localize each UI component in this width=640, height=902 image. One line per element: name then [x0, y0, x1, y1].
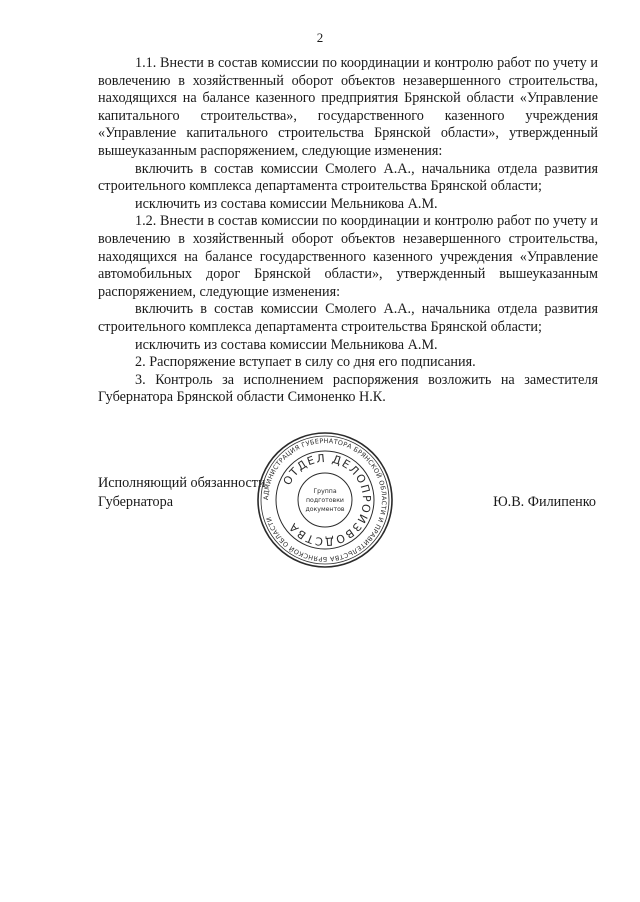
- stamp-center-line3: документов: [305, 506, 345, 513]
- page-number: 2: [316, 30, 324, 45]
- paragraph: 2. Распоряжение вступает в силу со дня его подписания.: [135, 354, 476, 371]
- official-stamp: [255, 430, 395, 570]
- signatory-role-line1: Исполняющий обязанности: [98, 475, 266, 491]
- paragraph: 1.2. Внести в состав комиссии по координации и контролю работ по учету и вовлечению в хозяйственный оборот объектов незавершенного строительства, находящихся на балансе государственного казенного учреждения «Управление автомобильных дорог Брянской области», утвержденный вышеуказанным распоряжением, следующие изменения:: [98, 213, 598, 300]
- stamp-seal-icon: [255, 430, 395, 570]
- signatory-role-line2: Губернатора: [98, 494, 174, 510]
- stamp-inner-text: ОТДЕЛ ДЕЛОПРОИЗВОДСТВА: [280, 451, 374, 549]
- signatory-name: Ю.В. Филипенко: [493, 494, 596, 510]
- signatory-role: [98, 474, 266, 512]
- stamp-center-line2: подготовки: [306, 497, 344, 504]
- paragraph: 1.1. Внести в состав комиссии по координации и контролю работ по учету и вовлечению в хозяйственный оборот объектов незавершенного строительства, находящихся на балансе казенного предприятия Брянской области «Управление капитального строительства», государственного казенного учреждения «Управление капитального строительства Брянской области», утвержденный вышеуказанным распоряжением, следующие изменения:: [98, 55, 598, 159]
- paragraph: исключить из состава комиссии Мельникова А.М.: [135, 195, 438, 212]
- document-body: [98, 55, 598, 407]
- paragraph: включить в состав комиссии Смолего А.А., начальника отдела развития строительного комплекса департамента строительства Брянской области;: [98, 301, 598, 335]
- stamp-outer-text: АДМИНИСТРАЦИЯ ГУБЕРНАТОРА БРЯНСКОЙ ОБЛАСТИ И ПРАВИТЕЛЬСТВА БРЯНСКОЙ ОБЛАСТИ: [261, 436, 389, 564]
- paragraph: 3. Контроль за исполнением распоряжения возложить на заместителя Губернатора Брянской области Симоненко Н.К.: [98, 371, 598, 406]
- paragraph: исключить из состава комиссии Мельникова А.М.: [135, 336, 438, 353]
- stamp-center-line1: Группа: [313, 488, 337, 495]
- paragraph: включить в состав комиссии Смолего А.А., начальника отдела развития строительного комплекса департамента строительства Брянской области;: [98, 160, 598, 195]
